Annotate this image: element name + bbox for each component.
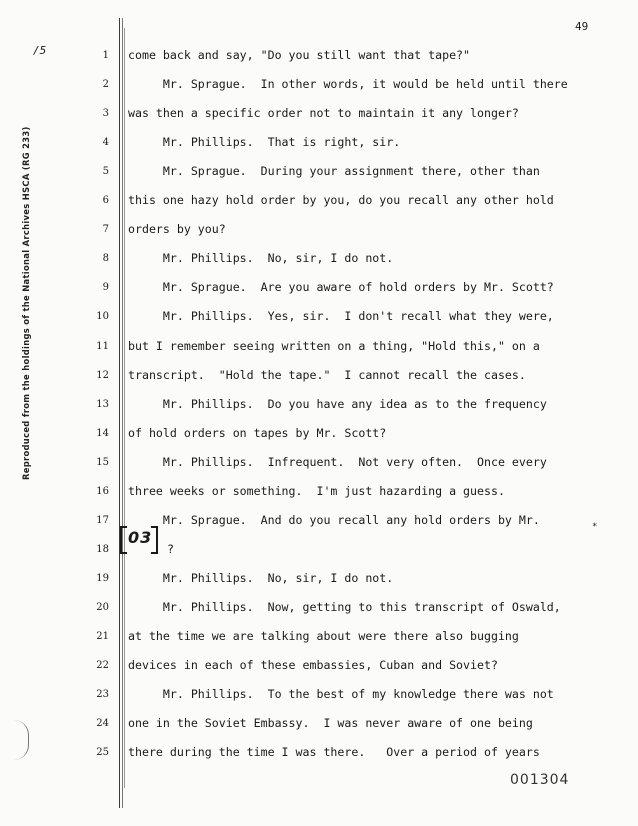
transcript-line xyxy=(0,308,638,326)
margin-mark: /5 xyxy=(33,44,47,57)
line-text: this one hazy hold order by you, do you recall any other hold xyxy=(128,193,554,208)
line-number: 14 xyxy=(96,427,109,439)
line-number: 22 xyxy=(96,660,109,672)
transcript-line xyxy=(0,134,638,152)
transcript-line xyxy=(0,250,638,268)
line-text: Mr. Phillips. Now, getting to this transcript of Oswald, xyxy=(128,599,561,614)
line-text: Mr. Phillips. Yes, sir. I don't recall what they were, xyxy=(128,309,554,324)
transcript-line xyxy=(0,221,638,239)
line-text: Mr. Phillips. No, sir, I do not. xyxy=(128,570,394,585)
line-number: 17 xyxy=(96,514,109,526)
transcript-line xyxy=(0,483,638,501)
document-stamp-number: 001304 xyxy=(510,772,570,788)
line-number: 6 xyxy=(102,195,109,207)
line-text: was then a specific order not to maintain it any longer? xyxy=(128,106,519,121)
line-number: 4 xyxy=(102,137,109,149)
line-number: 21 xyxy=(96,631,109,642)
handwritten-redaction-label: 03 xyxy=(122,528,152,547)
line-text: at the time we are talking about were there also bugging xyxy=(128,629,519,643)
line-number: 24 xyxy=(96,718,109,730)
transcript-line xyxy=(0,570,638,588)
line-text: Mr. Sprague. Are you aware of hold orders by Mr. Scott? xyxy=(128,280,554,295)
line-number: 12 xyxy=(96,369,109,381)
line-number: 16 xyxy=(96,485,109,497)
line-text: Mr. Phillips. Infrequent. Not very often. Once every xyxy=(128,454,547,469)
transcript-line xyxy=(0,105,638,123)
line-number: 25 xyxy=(96,747,109,759)
transcript-line xyxy=(0,628,638,646)
line-number: 13 xyxy=(96,398,109,410)
line-text: Mr. Phillips. That is right, sir. xyxy=(128,135,401,150)
line-18-trailing-mark: ? xyxy=(167,542,174,556)
line-number: 18 xyxy=(96,543,109,555)
line-number: 2 xyxy=(102,79,109,91)
line-text: one in the Soviet Embassy. I was never aware of one being xyxy=(128,716,533,731)
transcript-line xyxy=(0,279,638,297)
line-number: 9 xyxy=(102,282,109,294)
line-number: 11 xyxy=(96,340,109,352)
transcript-line xyxy=(0,454,638,472)
line-number: 8 xyxy=(102,253,109,265)
line-text: transcript. "Hold the tape." I cannot recall the cases. xyxy=(128,367,526,382)
line-number: 7 xyxy=(102,224,109,236)
line-number: 3 xyxy=(102,108,109,120)
line-text: there during the time I was there. Over a period of years xyxy=(128,745,540,760)
line-text: Mr. Phillips. No, sir, I do not. xyxy=(128,251,394,266)
transcript-line xyxy=(0,338,638,356)
line-text: three weeks or something. I'm just hazarding a guess. xyxy=(128,483,505,498)
line-number: 19 xyxy=(96,572,109,584)
line-text: come back and say, "Do you still want that tape?" xyxy=(128,48,471,62)
line-text: devices in each of these embassies, Cuban and Soviet? xyxy=(128,658,498,673)
transcript-line xyxy=(0,657,638,675)
line-text: Mr. Sprague. In other words, it would be held until there xyxy=(128,77,568,92)
line-text: Mr. Sprague. And do you recall any hold orders by Mr. xyxy=(128,512,540,527)
line-text: but I remember seeing written on a thing, "Hold this," on a xyxy=(128,338,540,353)
line-number: 10 xyxy=(96,311,109,323)
transcript-line xyxy=(0,367,638,385)
transcript-line xyxy=(0,76,638,94)
page-number: 49 xyxy=(575,20,589,33)
transcript-line xyxy=(0,425,638,443)
transcript-line xyxy=(0,599,638,617)
line-text: of hold orders on tapes by Mr. Scott? xyxy=(128,425,387,440)
line-number: 1 xyxy=(102,50,109,61)
line-text: Mr. Sprague. During your assignment there, other than xyxy=(128,164,540,179)
transcript-line xyxy=(0,192,638,210)
line-number: 15 xyxy=(96,456,109,468)
line-number: 5 xyxy=(102,166,109,178)
line-text: orders by you? xyxy=(128,222,226,237)
transcript-line xyxy=(0,163,638,181)
transcript-line xyxy=(0,686,638,704)
transcript-line xyxy=(0,715,638,733)
transcript-line xyxy=(0,47,638,65)
transcript-line xyxy=(0,744,638,762)
transcript-line xyxy=(0,541,638,559)
transcript-line xyxy=(0,512,638,530)
line-number: 20 xyxy=(96,601,109,613)
transcript-line xyxy=(0,396,638,414)
line-text: Mr. Phillips. Do you have any idea as to the frequency xyxy=(128,396,547,411)
stray-mark: * xyxy=(592,522,598,532)
archive-side-note: Reproduced from the holdings of the National Archives HSCA (RG 233) xyxy=(21,126,31,480)
line-number: 23 xyxy=(96,689,109,701)
line-text: Mr. Phillips. To the best of my knowledge there was not xyxy=(128,687,554,702)
